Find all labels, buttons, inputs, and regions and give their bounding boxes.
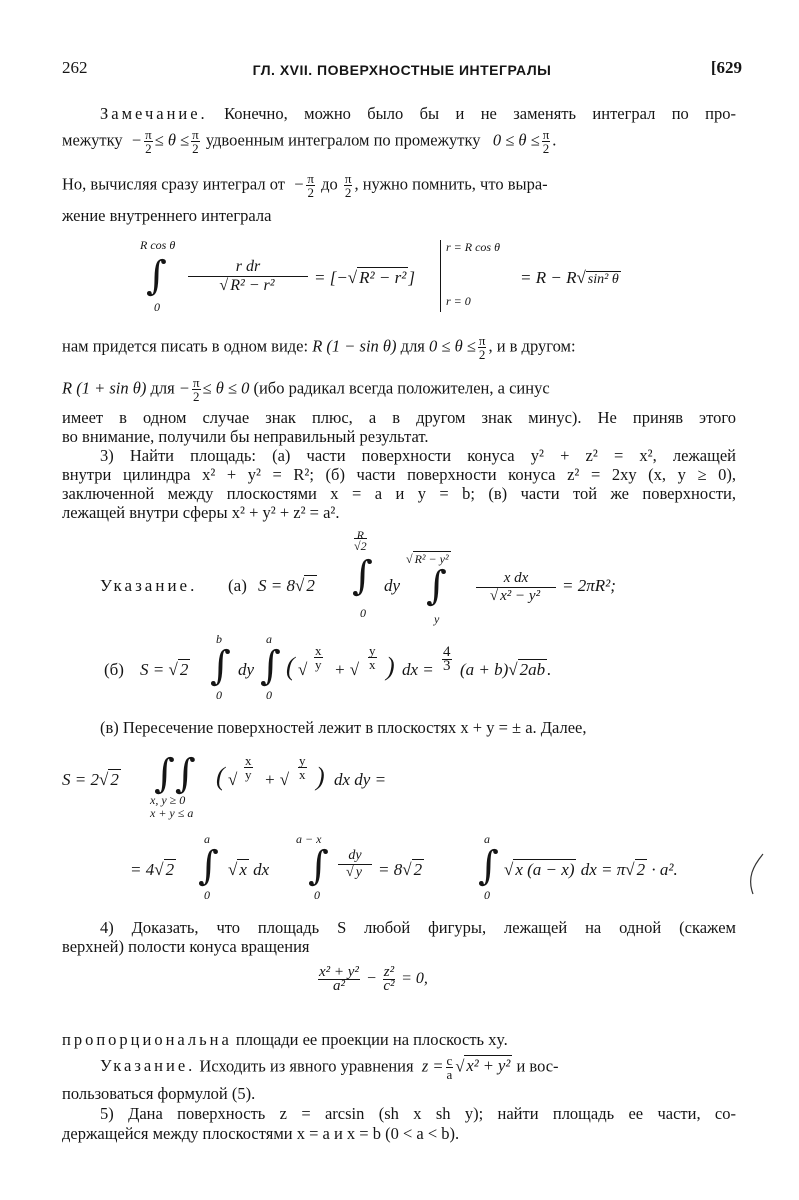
hint-label: Указание. (100, 576, 198, 595)
problem4-text: площади ее проекции на плоскость xy. (235, 1030, 508, 1049)
problem4-line-2: верхней) полости конуса вращения (62, 937, 310, 956)
remark-text: для (400, 336, 425, 356)
hint-c-formula-1: S = 2√ 2 ∫∫ x, y ≥ 0 x + y ≤ a ( √ x y + √ y x ) dx dy = (62, 751, 387, 820)
remark-text: , и в другом: (488, 336, 576, 356)
problem4-hint-line: Указание. Исходить из явного уравнения z = $\frac{c}{a}$ √ x² + y² и вос- (100, 1053, 559, 1082)
remark-text: удвоенным интегралом по промежутку (205, 130, 481, 150)
item-tag: (а) (228, 576, 247, 595)
emphasis-word: пропорциональна (62, 1030, 232, 1049)
remark-text: для (150, 378, 175, 398)
running-title: ГЛ. XVII. ПОВЕРХНОСТНЫЕ ИНТЕГРАЛЫ (252, 62, 552, 78)
problem3-line-2: внутри цилиндра x² + y² = R²; (б) части поверхности конуса z² = 2xy (x, y ≥ 0), (62, 465, 736, 484)
hint-c-line: (в) Пересечение поверхностей лежит в плоскостях x + y = ± a. Далее, (100, 718, 587, 737)
remark-line-6: R (1 + sin θ) для − $\frac{\pi}{2}$ ≤ θ ≤ 0 (ибо радикал всегда положителен, а синус (62, 375, 550, 404)
fraction: $\frac{\pi}{2}$ (307, 171, 314, 200)
fraction: $\frac{\pi}{2}$ (192, 127, 199, 156)
fraction: $\frac{\pi}{2}$ (145, 127, 152, 156)
problem5-line-2: держащейся между плоскостями x = a и x = b (0 < a < b). (62, 1124, 460, 1143)
problem3-line-1: 3) Найти площадь: (а) части поверхности конуса y² + z² = x², лежащей (100, 446, 736, 465)
hint-a-formula: Указание. (а) S = 8√ 2 R √2 ∫ 0 dy √ R² − y² ∫ y x dx √ x² − y² = 2πR²; (100, 528, 616, 626)
problem4-line-3 (62, 1030, 736, 1050)
problem3-line-3: заключенной между плоскостями x = a и y = b; (в) части той же поверхности, (62, 484, 736, 503)
hint-c-formula-2: = 4√ 2 a ∫ 0 √ x dx a − x ∫ 0 dy √ y = 8√ 2 a ∫ 0 √ x (a − x) dx = π√ 2 · a². (130, 832, 678, 902)
formula-inner-integral: R cos θ ∫ 0 r dr √ R² − r² = [−√ R² − r² ] r = R cos θ r = 0 = R − R√ sin² θ (140, 238, 619, 314)
hint-label: Указание. (100, 1056, 196, 1076)
remark-line-2: межутку − $\frac{\pi}{2}$ ≤ θ ≤ $\frac{\pi}{2}$ удвоенным интегралом по промежутку 0 ≤ θ ≤ $\frac{\pi}{2}$ . (62, 127, 557, 156)
remark-line-1 (62, 104, 736, 124)
hint-text: Исходить из явного уравнения (199, 1056, 414, 1076)
fraction: $\frac{\pi}{2}$ (192, 375, 200, 404)
remark-text: до (321, 174, 338, 194)
section-number: [629 (710, 58, 742, 77)
page-header (62, 58, 742, 84)
problem3-line-4: лежащей внутри сферы x² + y² + z² = a². (62, 503, 340, 522)
problem4-line-1: 4) Доказать, что площадь S любой фигуры, лежащей на одной (скажем (100, 918, 736, 937)
remark-text: нам придется писать в одном виде: (62, 336, 309, 356)
problem5-line-1: 5) Дана поверхность z = arcsin (sh x sh y); найти площадь ее части, со- (100, 1104, 736, 1123)
remark-line-5: нам придется писать в одном виде: R (1 − sin θ) для 0 ≤ θ ≤ $\frac{\pi}{2}$ , и в другом: (62, 333, 576, 362)
page-number: 262 (62, 58, 88, 77)
fraction: $\frac{\pi}{2}$ (542, 127, 550, 156)
fraction: $\frac{\pi}{2}$ (478, 333, 486, 362)
remark-text: Конечно, можно было бы и не заменять интеграл по про- (224, 104, 737, 123)
remark-text: жение внутреннего интеграла (62, 206, 272, 225)
remark-text: (ибо радикал всегда положителен, а синус (253, 378, 550, 398)
problem4-line-5: пользоваться формулой (5). (62, 1084, 256, 1103)
remark-line-3: Но, вычисляя сразу интеграл от − $\frac{\pi}{2}$ до $\frac{\pi}{2}$ , нужно помнить, что выра- (62, 171, 548, 200)
formula-cone: $\frac{\text{x² + y²}}{\text{a²}}$ − $\frac{\text{z²}}{\text{c²}}$ = 0, (319, 964, 428, 994)
fraction: $\frac{\pi}{2}$ (344, 171, 352, 200)
hint-text: и вос- (516, 1056, 559, 1076)
remark-text: Но, вычисляя сразу интеграл от (62, 174, 286, 194)
remark-line-4 (62, 206, 736, 226)
margin-mark (745, 852, 765, 896)
remark-text: , нужно помнить, что выра- (354, 174, 548, 194)
remark-text: межутку (62, 130, 123, 150)
hint-b-formula: (б) S = √ 2 b ∫ 0 dy a ∫ 0 ( √ x y + √ y x ) dx = 4 3 (a + b)√ 2ab . (104, 632, 552, 702)
remark-line-7: имеет в одном случае знак плюс, а в другом знак минус). Не приняв этого (62, 408, 736, 427)
item-tag: (б) (104, 660, 124, 679)
remark-label: Замечание. (100, 104, 208, 123)
remark-line-8: во внимание, получили бы неправильный результат. (62, 427, 429, 446)
